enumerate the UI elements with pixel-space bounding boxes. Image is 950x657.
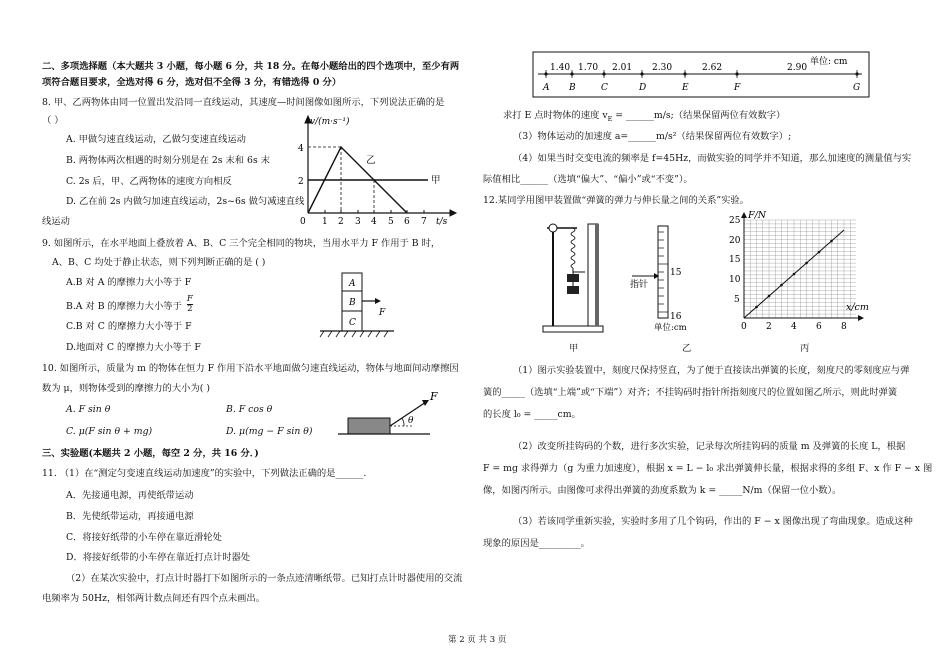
q12-part1-cont2: 的长度 l₀ = _____cm。: [483, 409, 581, 420]
q12-xtick: 6: [816, 322, 822, 332]
q12-graph-xlabel: x/cm: [846, 302, 869, 313]
q8-xtick: 1: [322, 217, 328, 227]
q11-tape-gap: 2.90: [787, 63, 808, 73]
q12-part2-cont: F = mg 求得弹力（g 为重力加速度），根据 x = L − l₀ 求出弹簧伸长量，根据求得的多组 F、x 作 F − x 图: [483, 463, 933, 474]
q11-option-a: A．先接通电源，再使纸带运动: [66, 490, 194, 501]
q9-force-label: F: [379, 308, 386, 318]
q10-option-b: B. F cos θ: [226, 404, 273, 415]
q12-fig-label-yi: 乙: [682, 343, 692, 354]
section2-heading: 二、多项选择题（本大题共 3 小题，每小题 6 分，共 18 分。在每小题给出的四个选项中，至少有两: [42, 61, 460, 72]
q8-stem: 8. 甲、乙两物体由同一位置出发沿同一直线运动，其速度—时间图像如图所示，下列说法正确的是: [42, 97, 445, 108]
q11-tape-point: G: [853, 83, 861, 93]
q10-option-d: D. μ(mg − F sin θ): [226, 426, 313, 437]
q11-tape-gap: 2.01: [612, 63, 633, 73]
q11-tape-gap: 2.62: [702, 63, 723, 73]
q9-block-c: C: [349, 318, 356, 328]
q12-ytick: 25: [729, 216, 741, 226]
q12-ruler-unit: 单位:cm: [654, 323, 687, 333]
page-number: 第 2 页 共 3 页: [448, 635, 507, 645]
q12-xtick: 4: [791, 322, 797, 332]
q11-part2-question: [503, 110, 785, 125]
q12-part2: （2）改变所挂钩码的个数，进行多次实验，记录每次所挂钩码的质量 m 及弹簧的长度 L，根据: [513, 441, 906, 452]
q8-xtick: 2: [338, 217, 344, 227]
q12-part3: （3）若该同学重新实验，实验时多用了几个钩码，作出的 F − x 图像出现了弯曲现象。造成这种: [513, 516, 913, 527]
q8-xtick: 7: [421, 217, 427, 227]
q12-ytick: 20: [729, 236, 741, 246]
q12-ytick: 15: [729, 255, 741, 265]
q12-ruler-tick-15: 15: [670, 268, 682, 278]
q10-stem: 10. 如图所示，质量为 m 的物体在恒力 F 作用下沿水平地面做匀速直线运动，物体与地面间动摩擦因: [42, 363, 459, 374]
q11-tape-point: B: [569, 83, 576, 93]
q11-ve-text: 求打 E 点时物体的速度 v: [503, 110, 608, 121]
q12-xtick: 2: [766, 322, 772, 332]
q8-graph-ylabel: v/(m·s⁻¹): [310, 117, 350, 127]
q11-tape-unit: 单位: cm: [810, 57, 848, 67]
q9-blocks-figure: [318, 271, 398, 341]
q8-xtick: 3: [355, 217, 361, 227]
q9-block-a: A: [349, 279, 356, 289]
section2-heading-cont: 项符合题目要求，全选对得 6 分，选对但不全得 3 分，有错选得 0 分）: [42, 77, 342, 88]
q11-option-c: C．将接好纸带的小车停在靠近滑轮处: [66, 532, 222, 543]
q9-option-d: D.地面对 C 的摩擦力大小等于 F: [66, 342, 201, 353]
q11-option-b: B．先使纸带运动，再接通电源: [66, 511, 194, 522]
q12-ruler-figure: [628, 222, 720, 332]
q11-tape-gap: 2.30: [652, 63, 673, 73]
q9-fraction-num: F: [186, 294, 193, 304]
q11-tape-point: D: [639, 83, 647, 93]
q12-ytick: 5: [734, 295, 740, 305]
q11-option-d: D．将接好纸带的小车停在靠近打点计时器处: [66, 552, 251, 563]
q10-force-label: F: [430, 390, 438, 403]
q12-xtick: 0: [741, 322, 747, 332]
q8-option-a: A. 甲做匀速直线运动，乙做匀变速直线运动: [66, 134, 246, 145]
q11-tape-point: A: [543, 83, 550, 93]
q8-paren: （ ）: [42, 115, 64, 126]
q8-option-d-cont: 线运动: [42, 216, 70, 227]
q11-tape-gap: 1.40: [550, 63, 571, 73]
q9-option-a: A.B 对 A 的摩擦力大小等于 F: [66, 277, 192, 288]
q12-ruler-tick-16: 16: [670, 312, 682, 322]
q9-fraction-den: 2: [187, 304, 193, 314]
q9-fraction: [187, 295, 193, 314]
q12-part2-cont2: 像，如图丙所示。由图像可求得出弹簧的劲度系数为 k = _____N/m（保留一位小数）。: [483, 485, 842, 496]
q10-option-c: C. μ(F sin θ + mg): [66, 426, 153, 437]
q8-option-c: C. 2s 后，甲、乙两物体的速度方向相反: [66, 176, 232, 187]
q12-xtick: 8: [841, 322, 847, 332]
q11-tape-point: F: [734, 83, 741, 93]
q10-theta-label: θ: [408, 416, 414, 426]
q11-part4: （4）如果当时交变电流的频率是 f=45Hz，而做实验的同学并不知道，那么加速度的测量值与实: [513, 153, 912, 164]
q9-block-b: B: [349, 298, 356, 308]
q12-part1: （1）图示实验装置中，刻度尺保持竖直，为了便于直接读出弹簧的长度，刻度尺的零刻度应与弹: [513, 365, 910, 376]
q12-ytick: 10: [729, 275, 741, 285]
q8-origin: 0: [300, 217, 306, 227]
q11-part3: （3）物体运动的加速度 a=______m/s²（结果保留两位有效数字）;: [513, 131, 792, 142]
q11-part1: 11. （1）在“测定匀变速直线运动加速度”的实验中，下列做法正确的是______.: [42, 468, 367, 479]
q8-label-jia: 甲: [431, 175, 441, 186]
q12-stem: 12.某同学用图甲装置做“弹簧的弹力与伸长量之间的关系”实验。: [483, 195, 750, 206]
q10-stem-cont: 数为 μ，则物体受到的摩擦力的大小为( ): [42, 383, 210, 394]
q8-xtick: 6: [404, 217, 410, 227]
q12-apparatus-figure: [525, 214, 620, 344]
section3-heading: 三、实验题(本题共 2 小题，每空 2 分，共 16 分．): [42, 448, 259, 459]
q10-option-a: A. F sin θ: [66, 404, 111, 415]
q12-part3-cont: 现象的原因是_________。: [483, 538, 590, 549]
q12-fig-label-bing: 丙: [800, 343, 810, 354]
q11-tape-point: C: [601, 83, 608, 93]
q9-stem-cont: A、B、C 均处于静止状态，则下列判断正确的是 ( ): [52, 257, 266, 268]
q9-option-b-text: B.A 对 B 的摩擦力大小等于: [66, 301, 182, 312]
q12-part1-cont: 簧的_____（选填“上端”或“下端”）对齐；不挂钩码时指针所指刻度尺的位置如图乙所示，则此时弹簧: [483, 387, 898, 398]
q8-option-b: B. 两物体两次相遇的时刻分别是在 2s 末和 6s 末: [66, 155, 270, 166]
q8-ytick-4: 4: [298, 144, 304, 154]
q11-ve-sub: E: [607, 114, 613, 123]
q8-vt-graph: [290, 113, 460, 231]
q8-ytick-2: 2: [298, 177, 304, 187]
q8-option-d: D. 乙在前 2s 内做匀加速直线运动，2s~6s 做匀减速直线: [66, 196, 305, 207]
q11-tape-gap: 1.70: [578, 63, 599, 73]
q8-xtick: 5: [388, 217, 394, 227]
q11-ve-tail: = ______m/s;（结果保留两位有效数字）: [612, 110, 786, 121]
q12-graph-ylabel: F/N: [748, 210, 767, 221]
q10-incline-force-figure: [338, 388, 448, 440]
q11-part4-cont: 际值相比______（选填“偏大”、“偏小”或“不变”）。: [483, 174, 693, 185]
q8-xtick: 4: [371, 217, 377, 227]
q12-fx-graph: [728, 210, 878, 330]
q11-tape-point: E: [682, 83, 689, 93]
q12-fig-label-jia: 甲: [569, 343, 579, 354]
q9-option-b: [66, 294, 193, 316]
q9-option-c: C.B 对 C 的摩擦力大小等于 F: [66, 321, 192, 332]
q8-graph-xlabel: t/s: [436, 217, 448, 227]
q9-stem: 9. 如图所示，在水平地面上叠放着 A、B、C 三个完全相同的物块，当用水平力 F 作用于 B 时，: [42, 238, 441, 249]
q12-ruler-pointer: 指针: [630, 280, 649, 290]
q11-part2-cont: 电频率为 50Hz，相邻两计数点间还有四个点未画出。: [42, 593, 266, 604]
q11-paper-tape: [532, 50, 872, 102]
q8-label-yi: 乙: [366, 155, 376, 166]
q11-part2: （2）在某次实验中，打点计时器打下如图所示的一条点迹清晰纸带。已知打点计时器使用的交流: [66, 573, 463, 584]
